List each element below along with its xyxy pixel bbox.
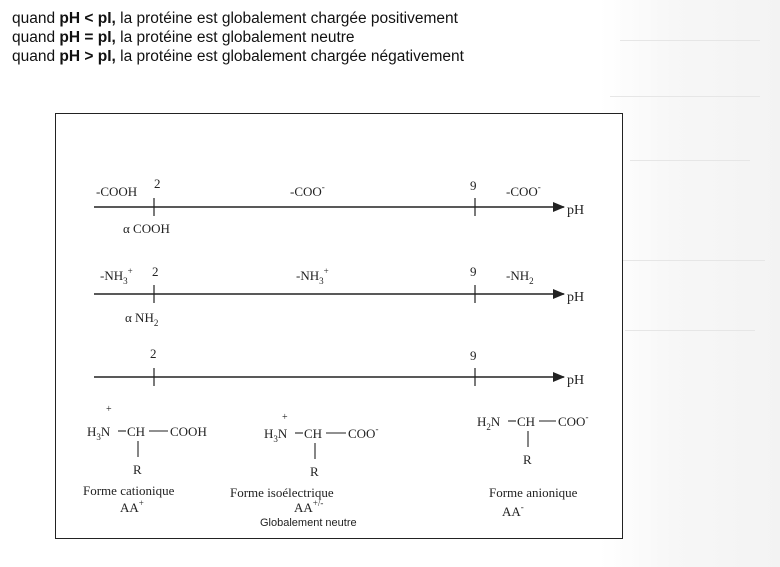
group-label-left: $-NH_3^+$	[100, 266, 133, 286]
alpha-carbon: CH	[304, 426, 323, 441]
ph-axis-amino	[94, 264, 584, 328]
group-label-middle: -COO-	[290, 182, 325, 199]
amine-group: $H_2N$	[477, 414, 501, 432]
anionic-form-structure	[477, 412, 588, 519]
intro-line-3: quand pH > pI, la protéine est globalement chargée négativement	[12, 48, 464, 65]
group-label-left: -COOH	[96, 184, 138, 199]
side-chain: R	[523, 452, 532, 467]
axis-unit-label: pH	[567, 203, 585, 218]
tick-label-2: 2	[154, 176, 161, 191]
group-label-middle: $-NH_3^+$	[296, 266, 329, 286]
intro-line-1: quand pH < pI, la protéine est globalement chargée positivement	[12, 10, 458, 27]
alpha-group-label: α $NH_2$	[125, 310, 159, 328]
cationic-form-structure	[83, 404, 207, 515]
tick-label-9: 9	[470, 348, 477, 363]
form-name: Forme anionique	[489, 485, 578, 500]
background-bleed-through	[600, 0, 780, 567]
form-name: Forme cationique	[83, 483, 175, 498]
intro-line-2: quand pH = pI, la protéine est globalement neutre	[12, 29, 355, 46]
alpha-group-label: α COOH	[123, 221, 170, 236]
form-abbr: AA-	[502, 502, 524, 519]
axis-unit-label: pH	[567, 373, 585, 388]
amine-group: $H_3N$	[87, 424, 111, 442]
group-label-right: -COO-	[506, 182, 541, 199]
charge-plus: +	[106, 404, 112, 415]
intro-text	[12, 9, 464, 66]
form-abbr: AA+/-	[294, 498, 324, 515]
ph-axis-carboxyl	[94, 176, 584, 236]
tick-label-2: 2	[150, 346, 157, 361]
alpha-carbon: CH	[127, 424, 146, 439]
carboxylate-group: COO-	[558, 412, 589, 429]
ph-diagram-figure	[55, 113, 623, 539]
carboxyl-group: COOH	[170, 424, 207, 439]
axis-unit-label: pH	[567, 290, 585, 305]
ph-diagram-svg	[56, 114, 622, 538]
carboxylate-group: COO-	[348, 424, 379, 441]
tick-label-9: 9	[470, 264, 477, 279]
tick-label-9: 9	[470, 178, 477, 193]
tick-label-2: 2	[152, 264, 159, 279]
alpha-carbon: CH	[517, 414, 536, 429]
amine-group: $H_3N$	[264, 426, 288, 444]
side-chain: R	[310, 464, 319, 479]
ph-axis-isoelectric	[94, 346, 584, 388]
group-label-right: $-NH_2$	[506, 268, 534, 286]
form-abbr: AA+	[120, 498, 144, 515]
isoelectric-form-structure	[230, 412, 378, 529]
charge-plus: +	[282, 412, 288, 423]
form-name: Forme isoélectrique	[230, 485, 334, 500]
side-chain: R	[133, 462, 142, 477]
form-note: Globalement neutre	[260, 517, 357, 529]
